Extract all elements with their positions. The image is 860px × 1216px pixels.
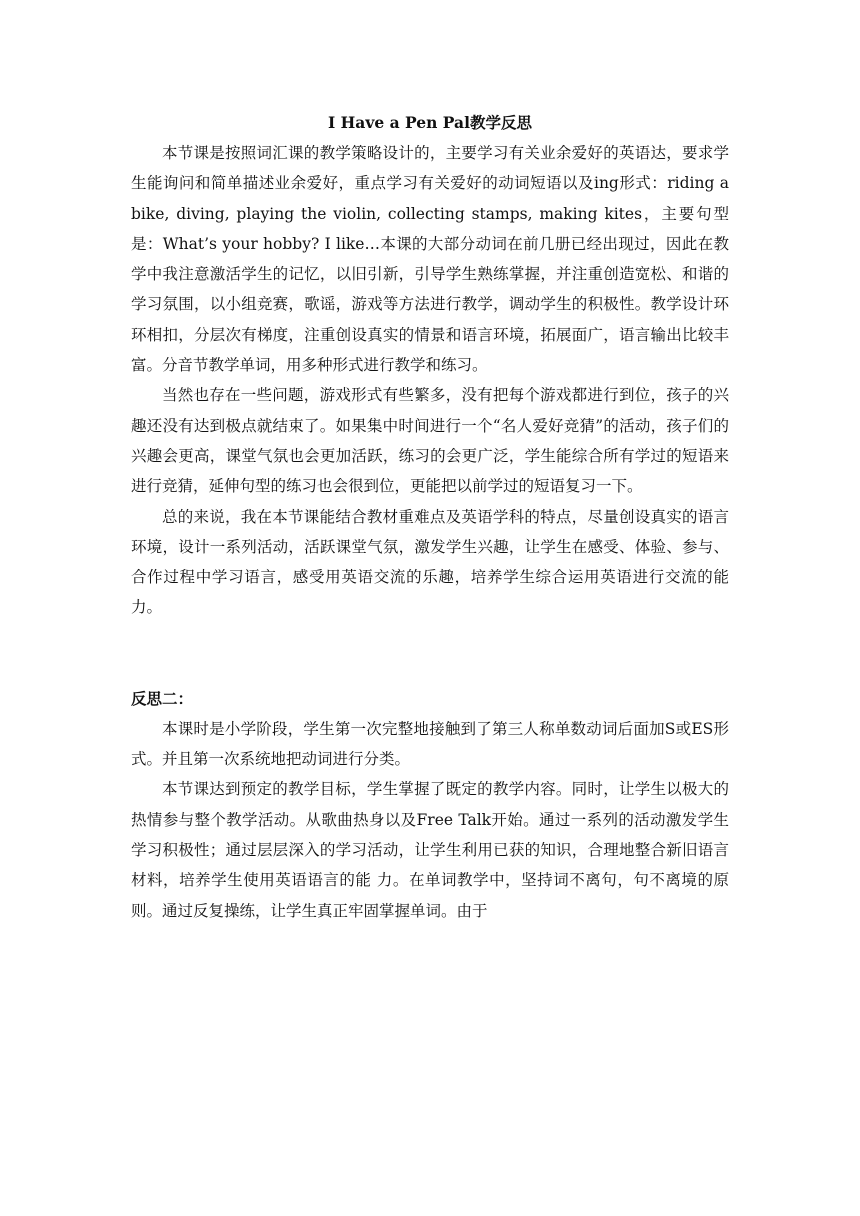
section-spacer bbox=[131, 623, 729, 684]
paragraph: 本节课是按照词汇课的教学策略设计的，主要学习有关业余爱好的英语达，要求学生能询问和简单描述业余爱好，重点学习有关爱好的动词短语以及ing形式：riding a bike, diving, playing the violin, collecting stamps, making kites，主要句型是：What’s your hobby? I like…本课的大部分动词在前几册已经出现过，因此在教学中我注意激活学生的记忆，以旧引新，引导学生熟练掌握，并注重创造宽松、和谐的学习氛围，以小组竞赛，歌谣，游戏等方法进行教学，调动学生的积极性。教学设计环环相扣，分层次有梯度，注重创设真实的情景和语言环境，拓展面广，语言输出比较丰富。分音节教学单词，用多种形式进行教学和练习。 bbox=[131, 144, 729, 375]
paragraph: 当然也存在一些问题，游戏形式有些繁多，没有把每个游戏都进行到位，孩子的兴趣还没有达到极点就结束了。如果集中时间进行一个“名人爱好竞猜”的活动，孩子们的兴趣会更高，课堂气氛也会更加活跃，练习的会更广泛，学生能综合所有学过的短语来进行竞猜，延伸句型的练习也会很到位，更能把以前学过的短语复习一下。 bbox=[131, 386, 729, 496]
paragraph: 总的来说，我在本节课能结合教材重难点及英语学科的特点，尽量创设真实的语言环境，设计一系列活动，活跃课堂气氛，激发学生兴趣，让学生在感受、体验、参与、合作过程中学习语言，感受用英语交流的乐趣，培养学生综合运用英语进行交流的能力。 bbox=[131, 507, 729, 617]
document-body bbox=[131, 108, 729, 926]
paragraph: 本节课达到预定的教学目标，学生掌握了既定的教学内容。同时，让学生以极大的热情参与整个教学活动。从歌曲热身以及Free Talk开始。通过一系列的活动激发学生学习积极性；通过层层深入的学习活动，让学生利用已获的知识，合理地整合新旧语言材料，培养学生使用英语语言的能 力。在单词教学中，坚持词不离句，句不离境的原则。通过反复操练，让学生真正牢固掌握单词。由于 bbox=[131, 780, 729, 920]
paragraph: 本课时是小学阶段，学生第一次完整地接触到了第三人称单数动词后面加S或ES形式。并且第一次系统地把动词进行分类。 bbox=[131, 719, 729, 769]
document-title: I Have a Pen Pal教学反思 bbox=[328, 113, 532, 132]
section-heading: 反思二： bbox=[131, 688, 194, 708]
